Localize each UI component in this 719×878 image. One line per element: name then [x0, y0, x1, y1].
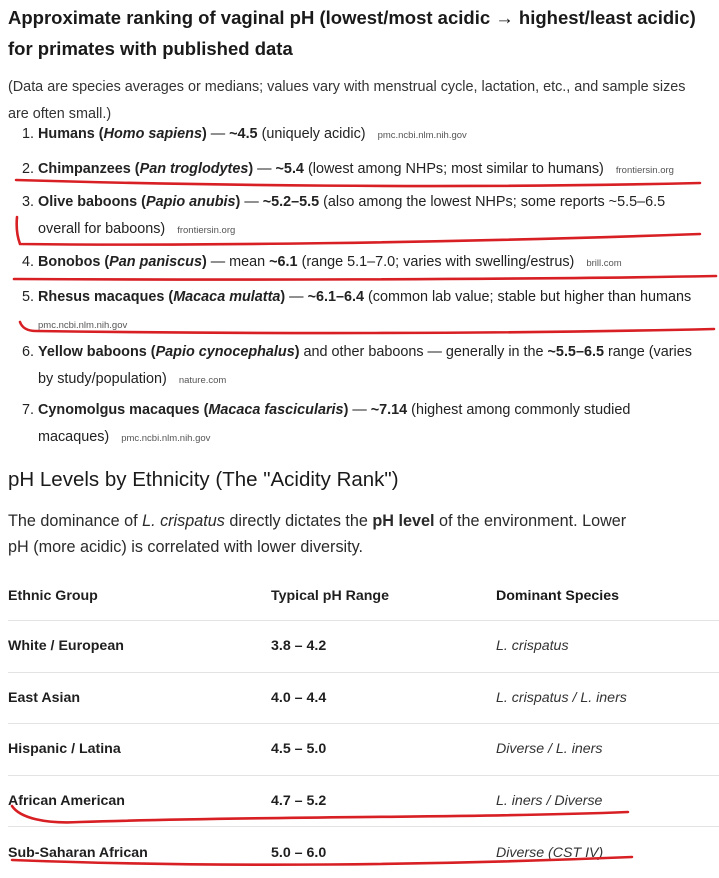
dominant-species-cell: L. crispatus: [496, 638, 569, 655]
page-title: [8, 2, 719, 64]
source-link[interactable]: frontiersin.org: [177, 225, 236, 236]
table-row: [8, 724, 719, 776]
ranking-description: (range 5.1–7.0; varies with swelling/estrus): [301, 254, 575, 270]
ranking-description: (also among the lowest NHPs; some reports ~5.5–6.5: [323, 194, 666, 210]
ph-value: ~7.14: [370, 402, 408, 418]
species-name: Rhesus macaques: [38, 289, 165, 305]
species-name: Chimpanzees: [38, 161, 131, 177]
ranking-description-cont: overall for baboons): [38, 221, 166, 237]
ranking-item: 1. Humans (Homo sapiens) — ~4.5 (uniquely acidic) pmc.ncbi.nlm.nih.gov: [22, 126, 467, 142]
ethnicity-ph-table: [8, 572, 719, 878]
note-line-1: (Data are species averages or medians; values vary with menstrual cycle, lactation, etc., and sample sizes: [8, 79, 686, 95]
species-name: Bonobos: [38, 254, 101, 270]
table-row: [8, 673, 719, 725]
section-heading: pH Levels by Ethnicity (The "Acidity Rank"): [8, 468, 399, 491]
ph-value: ~6.1: [269, 254, 298, 270]
ethnic-group-cell: White / European: [8, 638, 124, 655]
dominant-species-cell: L. iners / Diverse: [496, 793, 603, 810]
ph-value: ~5.5–6.5: [547, 344, 604, 360]
ph-range-cell: 4.7 – 5.2: [271, 793, 327, 810]
source-link[interactable]: pmc.ncbi.nlm.nih.gov: [38, 320, 128, 331]
ethnic-group-cell: Hispanic / Latina: [8, 741, 121, 758]
ranking-item: 6. Yellow baboons (Papio cynocephalus) and other baboons — generally in the ~5.5–6.5 range (varies by study/population) nature.com: [22, 344, 692, 387]
scientific-name: Pan paniscus: [109, 254, 202, 270]
source-link[interactable]: pmc.ncbi.nlm.nih.gov: [121, 433, 211, 444]
ethnic-group-cell: African American: [8, 793, 125, 810]
species-name: Olive baboons: [38, 194, 138, 210]
ranking-description: (uniquely acidic): [261, 126, 366, 142]
dominant-species-cell: Diverse / L. iners: [496, 741, 603, 758]
section-intro: The dominance of L. crispatus directly dictates the pH level of the environment. Lower pH (more acidic) is correlated with lower diversity.: [8, 512, 627, 556]
ph-range-cell: 4.5 – 5.0: [271, 741, 327, 758]
ph-range-cell: 4.0 – 4.4: [271, 689, 327, 706]
table-row: [8, 621, 719, 673]
ranking-item: 2. Chimpanzees (Pan troglodytes) — ~5.4 (lowest among NHPs; most similar to humans) frontiersin.org: [22, 161, 674, 177]
ph-emphasis: pH level: [372, 512, 435, 530]
source-link[interactable]: pmc.ncbi.nlm.nih.gov: [377, 130, 467, 141]
scientific-name: Papio anubis: [145, 194, 236, 210]
ranking-item: 4. Bonobos (Pan paniscus) — mean ~6.1 (range 5.1–7.0; varies with swelling/estrus) brill.com: [22, 254, 622, 270]
species-name: Cynomolgus macaques: [38, 402, 200, 418]
table-header-row: [8, 572, 719, 621]
species-emphasis: L. crispatus: [142, 512, 225, 530]
ethnic-group-cell: Sub-Saharan African: [8, 844, 148, 861]
ph-value: ~5.4: [275, 161, 304, 177]
scientific-name: Papio cynocephalus: [155, 344, 295, 360]
column-header-ph-range: Typical pH Range: [271, 588, 389, 604]
column-header-ethnic-group: Ethnic Group: [8, 588, 98, 604]
ph-value: ~6.1–6.4: [307, 289, 364, 305]
table-row: [8, 776, 719, 828]
note-line-2: are often small.): [8, 106, 112, 122]
ph-value: ~4.5: [229, 126, 258, 142]
ranking-description: (common lab value; stable but higher than humans: [367, 289, 692, 305]
scientific-name: Homo sapiens: [103, 126, 202, 142]
ranking-description: (lowest among NHPs; most similar to humans): [307, 161, 604, 177]
ranking-item: 5. Rhesus macaques (Macaca mulatta) — ~6.1–6.4 (common lab value; stable but higher than humans pmc.ncbi.nlm.nih.gov: [22, 289, 692, 331]
ranking-item: 7. Cynomolgus macaques (Macaca fascicularis) — ~7.14 (highest among commonly studied macaques) pmc.ncbi.nlm.nih.gov: [22, 402, 631, 445]
species-name: Yellow baboons: [38, 344, 147, 360]
ranking-description: (highest among commonly studied: [411, 402, 631, 418]
ph-range-cell: 5.0 – 6.0: [271, 844, 327, 861]
title-line-1: Approximate ranking of vaginal pH (lowest/most acidic → highest/least acidic): [8, 7, 696, 28]
ethnic-group-cell: East Asian: [8, 689, 81, 706]
ranking-description: range (varies: [607, 344, 692, 360]
ph-value: ~5.2–5.5: [262, 194, 320, 210]
scientific-name: Macaca mulatta: [173, 289, 281, 305]
ph-range-cell: 3.8 – 4.2: [271, 638, 327, 655]
species-name: Humans: [38, 126, 95, 142]
ranking-description-cont: macaques): [38, 429, 110, 445]
ranking-description-cont: by study/population): [38, 371, 167, 387]
data-note: [8, 74, 719, 128]
scientific-name: Pan troglodytes: [139, 161, 249, 177]
dominant-species-cell: L. crispatus / L. iners: [496, 689, 627, 706]
title-line-2: for primates with published data: [8, 38, 293, 59]
source-link[interactable]: brill.com: [586, 258, 622, 269]
table-row: [8, 827, 719, 878]
source-link[interactable]: nature.com: [178, 375, 227, 386]
ranking-item: 3. Olive baboons (Papio anubis) — ~5.2–5.5 (also among the lowest NHPs; some reports ~5.5–6.5 overall for baboons) frontiersin.org: [22, 194, 666, 237]
source-link[interactable]: frontiersin.org: [615, 165, 674, 176]
scientific-name: Macaca fascicularis: [208, 402, 344, 418]
dominant-species-cell: Diverse (CST IV): [496, 844, 604, 861]
column-header-dominant-species: Dominant Species: [496, 588, 619, 604]
